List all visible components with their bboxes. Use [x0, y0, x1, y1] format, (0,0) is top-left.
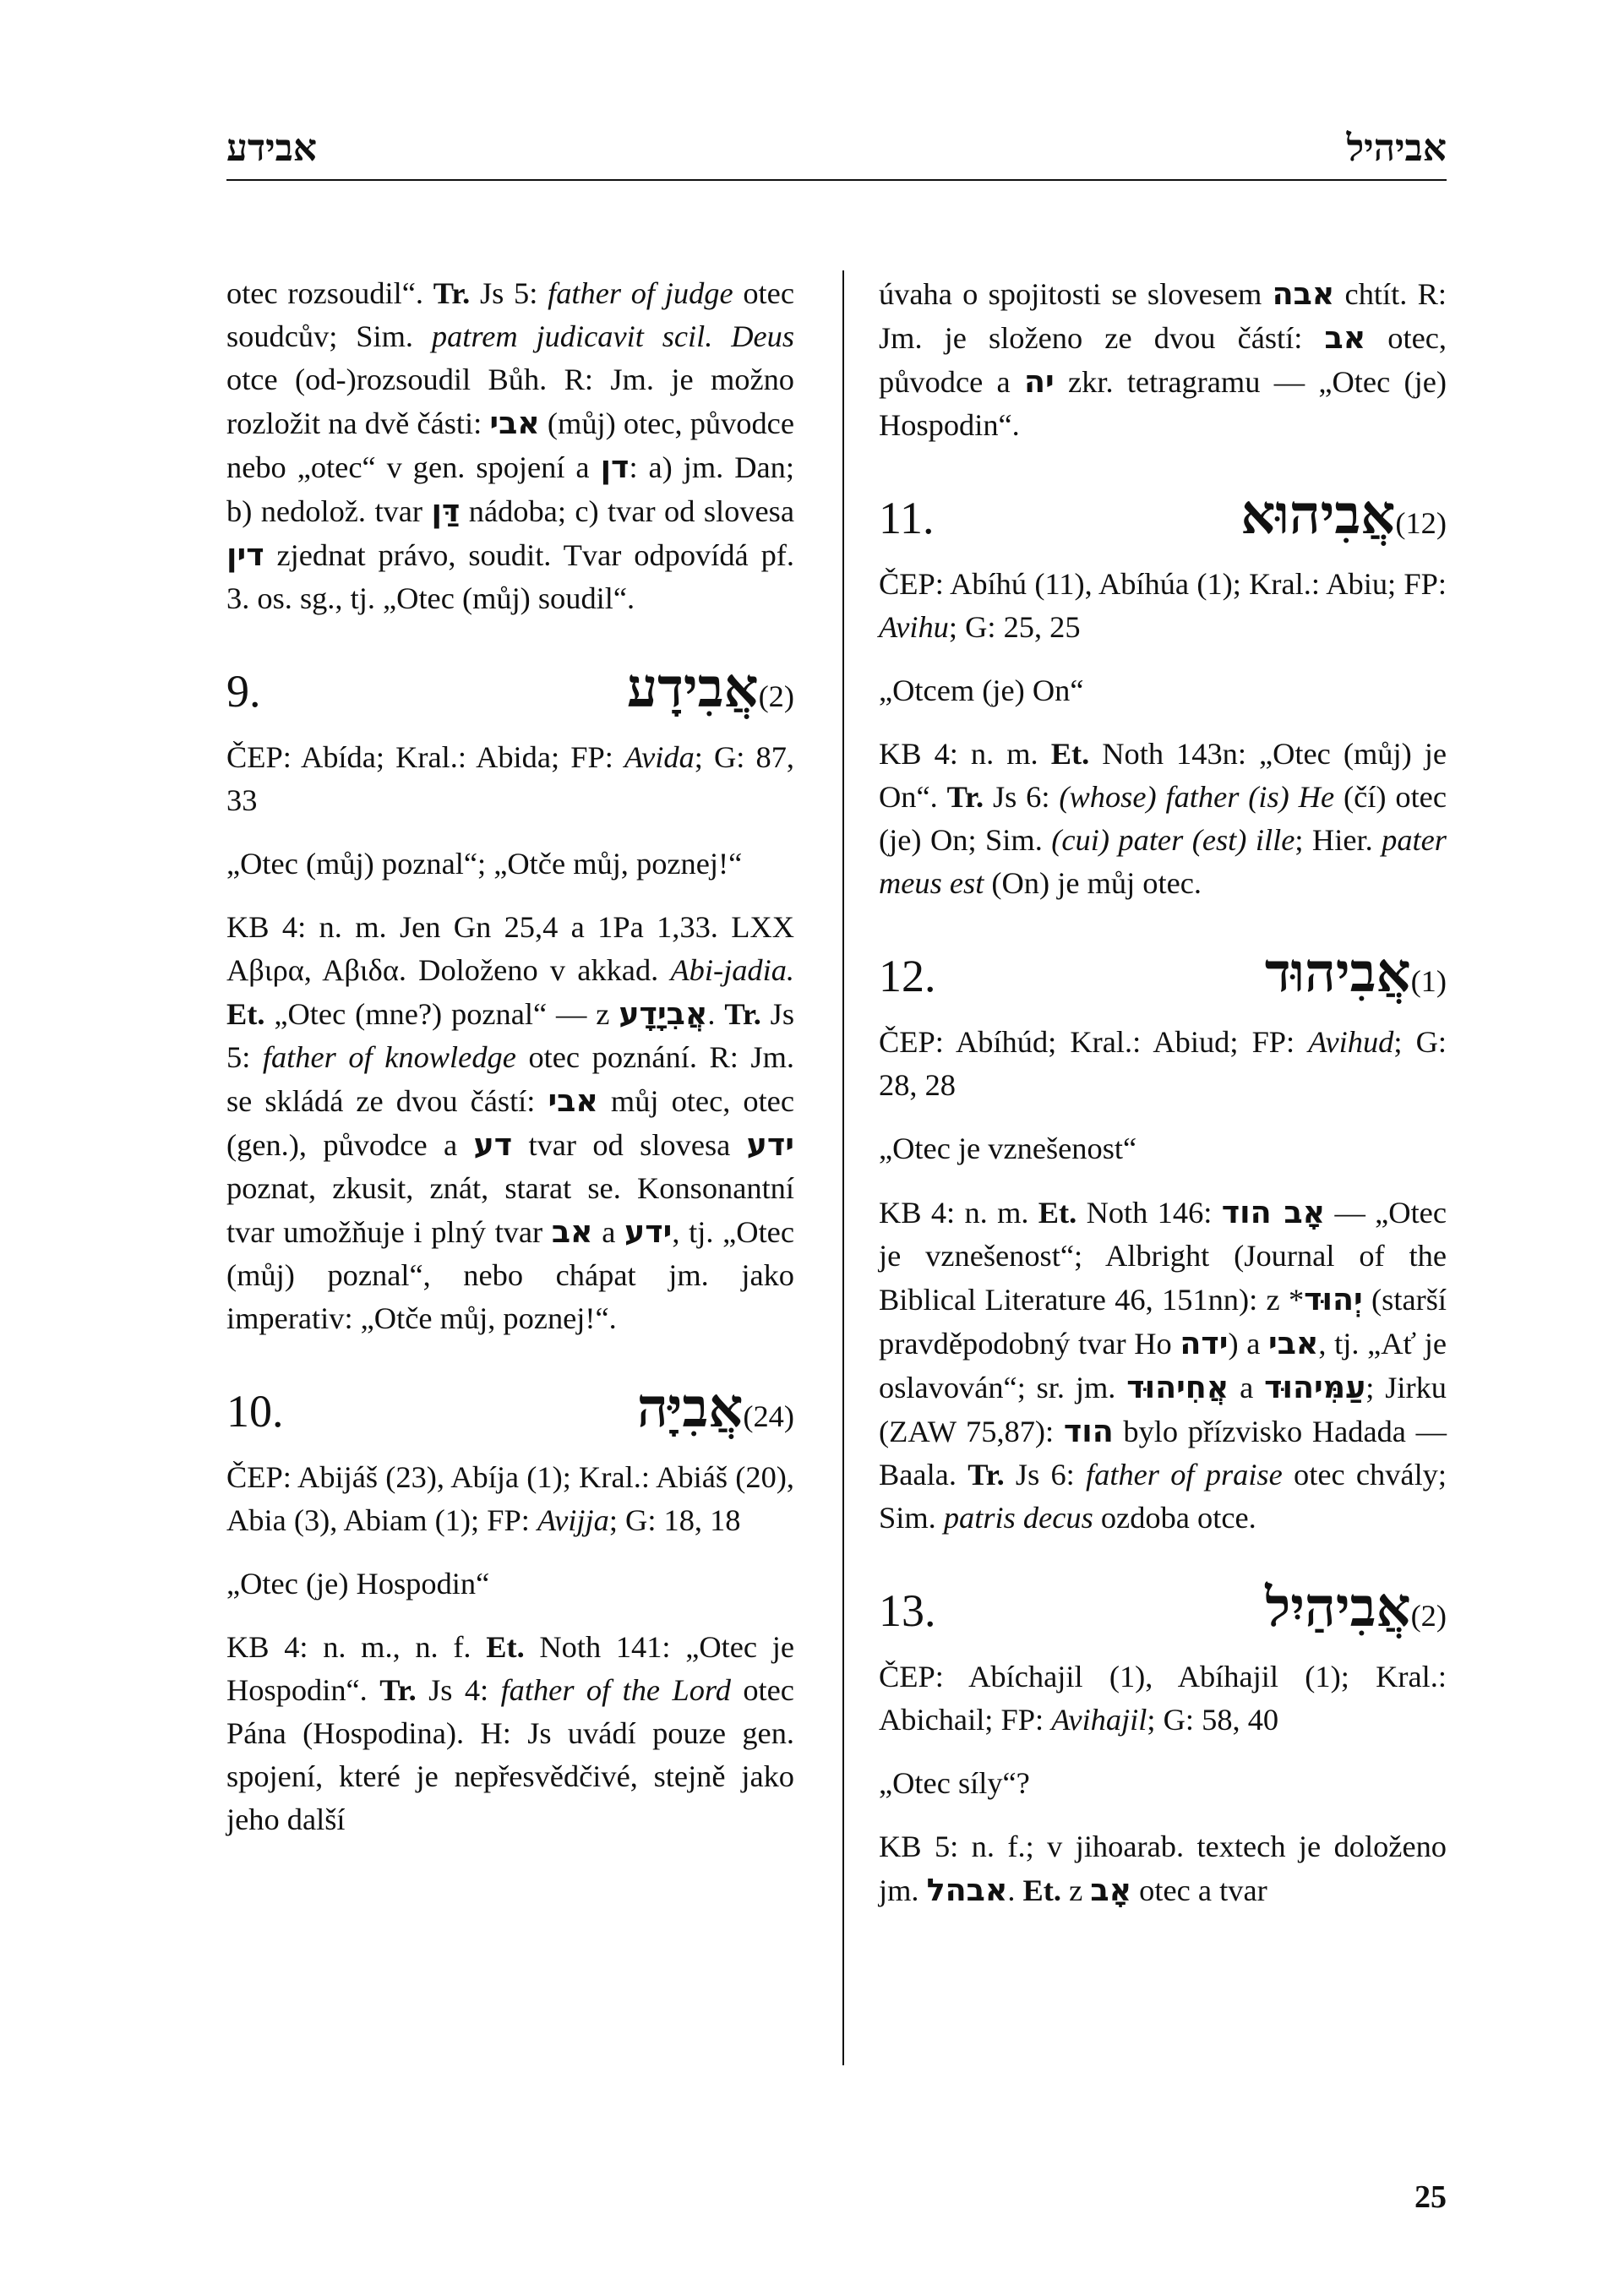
- entry-13-kb: KB 5: n. f.; v jihoarab. textech je doloženo jm. אבהל. Et. z אָב otec a tvar: [879, 1830, 1447, 1908]
- hebrew-word: יְהוּד: [1304, 1281, 1363, 1317]
- entry-12-kb: KB 4: n. m. Et. Noth 146: אָב הוד — „Otec je vznešenost“; Albright (Journal of the Biblical Literature 46, 151nn): z *יְהוּד (starší pravděpodobný tvar Ho ידה) a אבי, tj. „Ať je oslavován“; sr. jm. אֲחִיהוּד a עַמִּיהוּד; Jirku (ZAW 75,87): הוד bylo přízvisko Hadada — Baala. Tr. Js 6: father of praise otec chvály; Sim. patris decus ozdoba otce.: [879, 1194, 1447, 1535]
- entry-number: 13.: [879, 1585, 936, 1636]
- entry-12-meaning: „Otec je vznešenost“: [879, 1132, 1137, 1165]
- hebrew-word: ידע: [624, 1213, 673, 1250]
- hebrew-word: אב: [551, 1213, 593, 1250]
- hebrew-word: דע: [473, 1126, 513, 1163]
- entry-count: (2): [1410, 1599, 1447, 1633]
- entry-number: 9.: [226, 666, 261, 717]
- entry-9-meaning: „Otec (můj) poznal“; „Otče můj, poznej!“: [226, 847, 743, 881]
- entry-number: 10.: [226, 1386, 284, 1437]
- hebrew-word: אבי: [489, 405, 540, 441]
- entry-9-kb: KB 4: n. m. Jen Gn 25,4 a 1Pa 1,33. LXX Αβιρα, Αβιδα. Doloženo v akkad. Abi-jadia. Et. „Otec (mne?) poznal“ — z אֲבִיָדָע. Tr. Js 5: father of knowledge otec poznání. R: Jm. se skládá ze dvou částí: אבי můj otec, otec (gen.), původce a דע tvar od slovesa ידע poznat, zkusit, znát, starat se. Konsonantní tvar umožňuje i plný tvar אב a ידע, tj. „Otec (můj) poznal“, nebo chápat jm. jako imperativ: „Otče můj, poznej!“.: [226, 910, 795, 1335]
- left-column: [226, 272, 794, 1862]
- hebrew-word: אֲחִיהוּד: [1126, 1369, 1229, 1405]
- entry-headword: אֲבִיהוּא: [1240, 485, 1396, 545]
- entry-count: (24): [743, 1399, 794, 1433]
- entry-10-cep: ČEP: Abijáš (23), Abíja (1); Kral.: Abiáš (20), Abia (3), Abiam (1); FP: Avijja; G: 18, 18: [226, 1460, 794, 1537]
- entry-9-heading: [226, 659, 794, 726]
- entry-10-continuation: úvaha o spojitosti se slovesem אבה chtít. R: Jm. je složeno ze dvou částí: אב otec, původce a יה zkr. tetragramu — „Otec (je) Hospodin“.: [879, 275, 1447, 442]
- page-number: 25: [1414, 2179, 1447, 2215]
- entry-13-heading: [879, 1579, 1447, 1645]
- entry-number: 12.: [879, 951, 936, 1001]
- entry-11-kb: KB 4: n. m. Et. Noth 143n: „Otec (můj) je On“. Tr. Js 6: (whose) father (is) He (čí) otec (je) On; Sim. (cui) pater (est) ille; Hier. pater meus est (On) je můj otec.: [879, 737, 1447, 900]
- entry-13-cep: ČEP: Abíchajil (1), Abíhajil (1); Kral.: Abichail; FP: Avihajil; G: 58, 40: [879, 1660, 1447, 1737]
- hebrew-word: אָב הוד: [1221, 1194, 1326, 1230]
- hebrew-word: דַּן: [431, 493, 461, 529]
- hebrew-word: דין: [226, 537, 264, 573]
- hebrew-word: ידע: [746, 1126, 794, 1163]
- entry-12-cep: ČEP: Abíhúd; Kral.: Abiud; FP: Avihud; G: 28, 28: [879, 1025, 1447, 1102]
- hebrew-word: אבי: [1268, 1325, 1319, 1361]
- column-divider: [842, 270, 844, 2065]
- hebrew-word: אָב: [1090, 1872, 1132, 1908]
- hebrew-word: דן: [600, 449, 630, 485]
- hebrew-word: עַמִּיהוּד: [1264, 1369, 1366, 1405]
- entry-11-meaning: „Otcem (je) On“: [879, 674, 1084, 707]
- entry-12-heading: [879, 944, 1447, 1011]
- entry-11-heading: [879, 486, 1447, 553]
- hebrew-word: אֲבִיָדָע: [619, 995, 708, 1032]
- entry-9-cep: ČEP: Abída; Kral.: Abida; FP: Avida; G: 87, 33: [226, 740, 794, 817]
- hebrew-word: ידה: [1180, 1325, 1229, 1361]
- running-head: [226, 127, 1447, 181]
- right-column: [879, 272, 1447, 1933]
- entry-13-meaning: „Otec síly“?: [879, 1766, 1030, 1800]
- hebrew-word: יה: [1024, 363, 1055, 400]
- entry-count: (12): [1395, 506, 1447, 540]
- entry-headword: אֲבִידָע: [626, 658, 759, 718]
- hebrew-word: הוד: [1063, 1413, 1114, 1449]
- entry-10-heading: [226, 1379, 794, 1446]
- entry-headword: אֲבִיהַיִל: [1265, 1578, 1411, 1638]
- hebrew-word: אבהל: [926, 1872, 1008, 1908]
- entry-number: 11.: [879, 493, 935, 543]
- hebrew-word: אב: [1324, 319, 1366, 356]
- running-head-left-word: אבידע: [226, 127, 318, 170]
- entry-count: (1): [1410, 964, 1447, 998]
- running-head-right-word: אביהיל: [1346, 127, 1447, 170]
- entry-11-cep: ČEP: Abíhú (11), Abíhúa (1); Kral.: Abiu; FP: Avihu; G: 25, 25: [879, 567, 1447, 644]
- hebrew-word: אבי: [548, 1083, 598, 1119]
- entry-10-kb: KB 4: n. m., n. f. Et. Noth 141: „Otec je Hospodin“. Tr. Js 4: father of the Lord otec Pána (Hospodina). H: Js uvádí pouze gen. spojení, které je nepřesvědčivé, stejně jako jeho další: [226, 1630, 795, 1836]
- entry-headword: אֲבִיָּה: [636, 1378, 744, 1438]
- entry-10-meaning: „Otec (je) Hospodin“: [226, 1567, 490, 1601]
- entry-8-continuation: otec rozsoudil“. Tr. Js 5: father of judge otec soudcův; Sim. patrem judicavit scil. Deus otce (od-)rozsoudil Bůh. R: Jm. je možno rozložit na dvě části: אבי (můj) otec, původce nebo „otec“ v gen. spojení a דן: a) jm. Dan; b) nedolož. tvar דַּן nádoba; c) tvar od slovesa דין zjednat právo, soudit. Tvar odpovídá pf. 3. os. sg., tj. „Otec (můj) soudil“.: [226, 276, 794, 615]
- entry-headword: אֲבִיהוּד: [1264, 943, 1411, 1003]
- hebrew-word: אבה: [1272, 275, 1335, 312]
- entry-count: (2): [758, 679, 794, 713]
